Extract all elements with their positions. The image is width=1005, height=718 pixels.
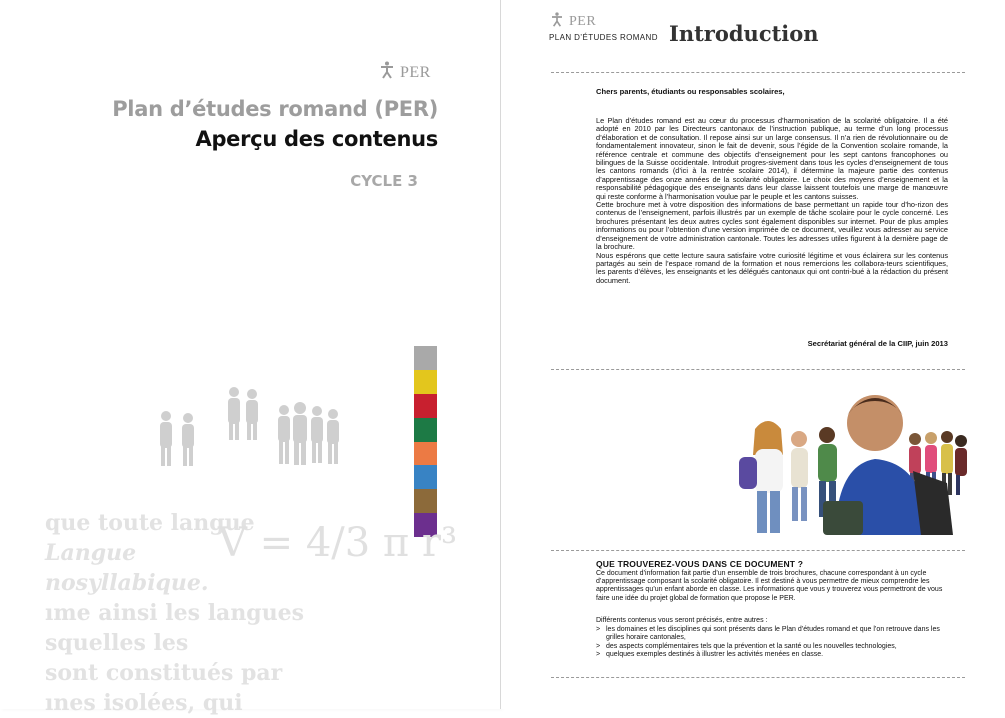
- question-title: QUE TROUVEREZ-VOUS DANS CE DOCUMENT ?: [596, 559, 804, 569]
- greeting: Chers parents, étudiants ou responsables scolaires,: [596, 87, 785, 96]
- signature: Secrétariat général de la CIIP, juin 2013: [807, 339, 948, 348]
- right-page: [501, 0, 1005, 709]
- person-icon: [380, 61, 394, 84]
- per-logo-text: PER: [400, 63, 431, 81]
- person-icon: [551, 12, 563, 32]
- color-swatch: [414, 394, 437, 418]
- bullet: >: [596, 626, 601, 634]
- per-logo: [551, 12, 596, 32]
- deco-line: que toute langue: [45, 510, 255, 536]
- color-swatch: [414, 346, 437, 370]
- color-swatch: [414, 489, 437, 513]
- document-title: Plan d’études romand (PER): [112, 97, 438, 121]
- list-item: [596, 643, 954, 651]
- color-swatch: [414, 442, 437, 466]
- color-swatches: [414, 346, 437, 537]
- paragraph: Nous espérons que cette lecture saura satisfaire votre curiosité légitime et vous éclairera sur les contenus partagés au sein de l’espace romand de la formation et nous remercions les collabora-teurs scientifiques, les parents d’élèves, les enseignants et les délégués cantonaux qui ont contri-bué à la rédaction du présent document.: [596, 250, 948, 285]
- bullet: >: [596, 650, 601, 658]
- list-item-text: les domaines et les disciplines qui sont présents dans le Plan d’études romand et que l’on retrouve dans les grilles horaire cantonales,: [606, 626, 940, 642]
- list-item: [596, 651, 954, 659]
- decorative-formula: V = 4/3 π r³: [218, 520, 458, 566]
- per-logo-text: PER: [569, 14, 597, 29]
- per-logo: [380, 61, 431, 84]
- bullet: >: [596, 642, 601, 650]
- deco-line: nosyllabique.: [45, 570, 209, 596]
- left-page: [0, 0, 501, 716]
- paragraph: Cette brochure met à votre disposition des informations de base permettant un rapide tour d’ho-rizon des contenus de l’enseignement, parfois illustrés par un exemple de tâche scolaire pour le cycle concerné. Les brochures présentant les deux autres cycles sont également disponibles sur internet. Pour de plus amples informations ou pour l’obtention d’une version imprimée de ce document, veuillez vous adresser au service d’enseignement de votre administration cantonale. Toutes les adresses utiles figurent à la dernière page de la brochure.: [596, 200, 948, 252]
- list-item-text: quelques exemples destinés à illustrer les activités menées en classe.: [606, 650, 824, 658]
- list-intro: Différents contenus vous seront précisés, entre autres :: [596, 617, 768, 624]
- people-silhouettes: [150, 380, 360, 470]
- list-item: [596, 626, 954, 642]
- list-item-text: des aspects complémentaires tels que la prévention et la santé ou les nouvelles technologies,: [606, 642, 897, 650]
- deco-line: Langue: [45, 540, 137, 566]
- question-text: [596, 570, 954, 603]
- deco-line: sont constitués par: [45, 660, 283, 686]
- paragraph: Ce document d’information fait partie d’un ensemble de trois brochures, chacune correspondant à un cycle d’apprentissage composant la scolarité obligatoire. Il est destiné à vous permettre de mieux comprendre les apprentissages qu’un enfant aborde en classe. Les informations que vous y trouverez vous permettront de vous faire une idée du projet global de formation que propose le PER.: [596, 570, 943, 602]
- students-photo: [725, 383, 970, 535]
- deco-line: squelles les: [45, 630, 189, 656]
- divider: [551, 72, 965, 73]
- color-swatch: [414, 465, 437, 489]
- content-list: [596, 617, 954, 659]
- introduction-body: [596, 117, 948, 285]
- document-subtitle: Aperçu des contenus: [195, 127, 438, 151]
- deco-line: ıme ainsi les langues: [45, 600, 305, 626]
- plan-label: PLAN D’ÉTUDES ROMAND: [549, 33, 658, 42]
- paragraph: Le Plan d’études romand est au cœur du processus d’harmonisation de la scolarité obligatoire. Il a été adopté en 2010 par les Directeurs cantonaux de l’instruction publique, au terme d’un long processus d’élaboration et de consultation. Il repose ainsi sur un large consensus. Il n’a rien de révolutionnaire ou de fondamentalement innovateur, sinon le fait de devenir, sous l’égide de la Convention scolaire romande, la référence centrale et commune des objectifs d’enseignement pour les sept cantons francophones ou bilingues de la Suisse occidentale. Introduit progres-sivement dans tous les cycles d’enseignement de tous les cantons romands (d’ici à la rentrée scolaire 2014), il détermine la majeure partie des contenus d’apprentissage des onze années de la scolarité obligatoire. Le choix des moyens d’enseignement et la responsabilité pédagogique des enseignants dans leur classe laissent toutefois une marge de manœuvre qui reste conforme à l’harmonisation voulue par le peuple et les cantons suisses.: [596, 116, 948, 201]
- divider: [551, 369, 965, 370]
- cycle-label: CYCLE 3: [350, 172, 418, 190]
- section-heading: Introduction: [669, 21, 819, 46]
- divider: [551, 550, 965, 551]
- color-swatch: [414, 370, 437, 394]
- deco-line: ınes isolées, qui: [45, 690, 243, 716]
- divider: [551, 677, 965, 678]
- color-swatch: [414, 418, 437, 442]
